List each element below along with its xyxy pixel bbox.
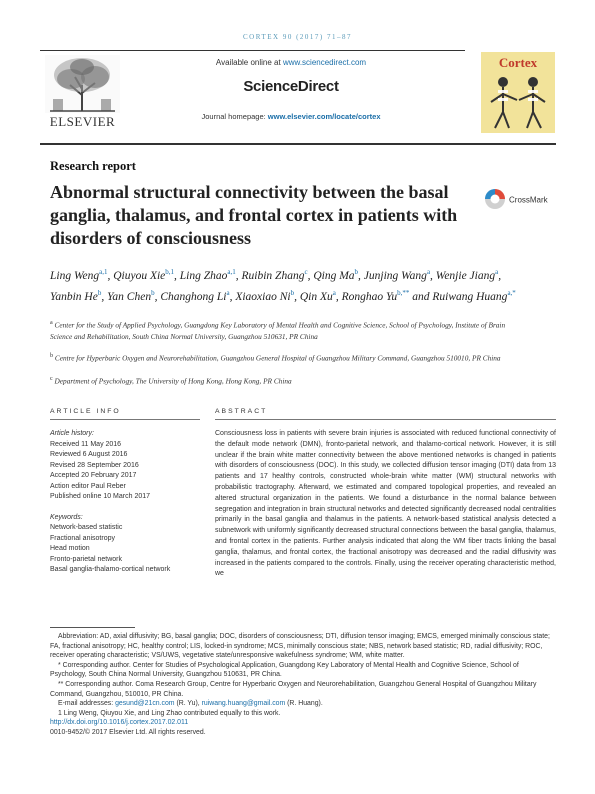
article-info-rule (50, 419, 200, 420)
email-prefix: E-mail addresses: (58, 700, 116, 708)
abstract-text: Consciousness loss in patients with severe brain injuries is associated with reduced functional connectivity of the default mode network (DMN), fronto-parietal network, and thalamo-cortical network. However, it is still unclear if the brain white matter connectivity between the above mentioned networks is changed in patients with disorders of consciousness (DOC). In this study, we collected diffusion tensor imaging (DTI) data from 13 patients and 17 healthy controls, constructed whole-brain white matter (WM) structural networks with probabilistic tractography. Afterward, we estimated and compared topological properties, and revealed an altered structural organization in the patients. We found a disturbance in the normal balance between segregation and integration in brain structural networks and detected significantly decreased nodal centralities primarily in the basal ganglia and thalamus in the patients. A network-based statistical analysis detected a subnetwork with uniformly significantly decreased structural connections between the basal ganglia, thalamus, and frontal cortex in the patients. Further analysis indicated that along the WM fiber tracts linking the basal ganglia, thalamus, and frontal cortex, the fractional anisotropy was decreased and the radial diffusivity was increased in the patients compared to the controls. Finally, using the receiver operating characteristic method, we (215, 430, 556, 578)
email-link-huang[interactable]: ruiwang.huang@gmail.com (201, 700, 286, 708)
affiliation-text: Center for the Study of Applied Psychology, Guangdong Key Laboratory of Mental Health and Cognitive Science, School of Psychology, Institute of Brain Science and Rehabilitation, South China Normal University, Guangzhou 510631, PR China (50, 320, 506, 341)
history-entry: Published online 10 March 2017 (50, 493, 151, 500)
keyword: Fronto-parietal network (50, 555, 122, 563)
email-link-yu[interactable]: gesund@21cn.com (115, 700, 175, 708)
author-name: Ling Weng (50, 269, 100, 282)
elsevier-tree-logo (45, 55, 120, 113)
footnote-rule (50, 627, 135, 628)
history-entry: Received 11 May 2016 (50, 440, 122, 448)
affiliation-marker: c (50, 376, 53, 382)
article-type: Research report (50, 159, 136, 173)
history-entry: Action editor Paul Reber (50, 482, 126, 490)
author-affiliation-marker[interactable]: b (97, 289, 102, 298)
author-affiliation-marker[interactable]: b,** (397, 289, 410, 298)
history-entry: Accepted 20 February 2017 (50, 472, 137, 479)
author-name: Junjing Wang (363, 269, 427, 282)
article-title: Abnormal structural connectivity between the basal ganglia, thalamus, and frontal cortex in patients with disorders of consciousness (50, 182, 458, 248)
author-affiliation-marker[interactable]: b,1 (165, 268, 175, 276)
abbreviation-footnote: Abbreviation: AD, axial diffusivity; BG, basal ganglia; DOC, disorders of consciousness; DTI, diffusion tensor imaging; EMCS, emerged minimally conscious state; FA, fractional anisotropy; HC, healthy control; LIS, locked-in syndrome; MCS, minimally conscious state; NBS, network based statistic; RD, radial diffusivity; ROC, receiver operating characteristic; VS/UWS, vegetative state/unresponsive wakefulness syndrome; WM, white matter. (50, 633, 550, 660)
history-entry: Reviewed 6 August 2016 (50, 451, 128, 458)
sciencedirect-link[interactable]: www.sciencedirect.com (282, 58, 367, 67)
homepage-prefix: Journal homepage: (201, 112, 268, 121)
affiliation-c (50, 374, 510, 387)
abstract-heading: ABSTRACT (215, 408, 268, 415)
affiliation-a (50, 318, 510, 342)
author-affiliation-marker[interactable]: b (290, 289, 295, 298)
history-entry: Revised 28 September 2016 (50, 461, 139, 469)
publisher-name: ELSEVIER (49, 114, 116, 129)
author-name: Yanbin He (50, 291, 98, 304)
author-conjunction: and (412, 291, 430, 304)
author-list: Ling Weng$^{a,1}$, Qiuyou Xie$^{b,1}$, Ling Zhao$^{a,1}$, Ruibin Zhang$^c$, Qing Ma$^b$, Junjing Wang$^a$, Wenjie Jiang$^a$, Yanbin He$^b$, Yan Chen$^b$, Changhong Li$^a$, Xiaoxiao Ni$^b$, Qin Xu$^a$, Ronghao $Yu^{b,**}$ and Ruiwang Huang$^{a,*}$ (50, 268, 516, 304)
keyword: Head motion (50, 545, 90, 552)
keywords-label: Keywords: (50, 513, 83, 521)
history-label: Article history: (50, 430, 94, 437)
affiliation-text: Centre for Hyperbaric Oxygen and Neurorehabilitation, Guangzhou General Hospital of Guangzhou Military Command, Guangzhou 510010, PR China (54, 353, 501, 363)
journal-cover-image (481, 52, 555, 133)
author-name: Wenjie Jiang (435, 269, 496, 282)
author-name: Qin Xu (299, 291, 333, 304)
crossmark-badge[interactable] (484, 188, 556, 210)
corresponding-author-2: ** Corresponding author. Coma Research Group, Centre for Hyperbaric Oxygen and Neurorehabilitation, Guangzhou General Hospital of Guangzhou Military Command, Guangzhou, 510010, PR China. (50, 680, 537, 698)
author-name: Xiaoxiao Ni (235, 291, 291, 304)
journal-homepage-line (130, 112, 452, 121)
corresponding-author-1: * Corresponding author. Center for Studies of Psychological Application, Guangdong Key Laboratory of Mental Health and Cognitive Science, School of Psychology, South China Normal University, Guangzhou 510631, PR China. (50, 661, 519, 679)
email-owner-huang: (R. Huang). (285, 700, 323, 708)
masthead-rule (40, 143, 556, 145)
copyright-line: 0010-9452/© 2017 Elsevier Ltd. All rights reserved. (50, 728, 206, 736)
article-info-heading: ARTICLE INFO (50, 408, 121, 415)
affiliation-text: Department of Psychology, The University of Hong Kong, Hong Kong, PR China (54, 376, 292, 386)
header-rule (40, 50, 465, 51)
author-name: Qing Ma (313, 269, 355, 282)
article-info (50, 429, 205, 576)
running-head: CORTEX 90 (2017) 71–87 (243, 33, 352, 41)
keyword: Fractional anisotropy (50, 534, 115, 542)
history-list (50, 440, 205, 503)
author-affiliation-marker[interactable]: b (151, 289, 155, 298)
affiliation-marker: b (50, 353, 54, 359)
author-affiliation-marker[interactable]: b (354, 268, 359, 276)
author-affiliation-marker[interactable]: a (226, 289, 230, 298)
email-owner-yu: (R. Yu), (174, 700, 202, 708)
author-name: Changhong Li (160, 291, 227, 304)
author-affiliation-marker[interactable]: a (332, 289, 336, 298)
affiliation-b (50, 351, 510, 364)
sciencedirect-brand: ScienceDirect (243, 78, 339, 95)
keyword: Network-based statistic (50, 524, 123, 531)
doi-link[interactable]: http://dx.doi.org/10.1016/j.cortex.2017.02.011 (50, 719, 189, 727)
author-affiliation-marker[interactable]: a (426, 268, 431, 276)
keyword-list (50, 523, 205, 576)
availability-prefix: Available online at (215, 58, 283, 67)
author-name: Ruiwang Huang (432, 291, 508, 304)
author-name: Ling Zhao (179, 269, 228, 282)
author-affiliation-marker[interactable]: a,1 (227, 268, 236, 276)
author-name: Yan Chen (107, 291, 152, 304)
journal-homepage-link[interactable]: www.elsevier.com/locate/cortex (267, 112, 381, 121)
email-addresses (50, 699, 556, 709)
cover-title: Cortex (498, 55, 538, 70)
crossmark-label: CrossMark (509, 195, 548, 205)
keyword: Basal ganglia-thalamo-cortical network (50, 566, 171, 573)
author-affiliation-marker[interactable]: a,1 (99, 268, 108, 276)
affiliation-marker: a (50, 320, 53, 326)
author-affiliation-marker[interactable]: a (495, 268, 499, 276)
footnotes (50, 632, 556, 738)
author-name: Ruibin Zhang (241, 269, 305, 282)
author-affiliation-marker[interactable]: c (304, 268, 308, 276)
author-name: Ronghao Yu (341, 291, 398, 304)
availability-line (130, 58, 452, 67)
author-name: Qiuyou Xie (113, 269, 166, 282)
abstract-rule (215, 419, 556, 420)
author-affiliation-marker[interactable]: a,* (507, 289, 516, 298)
equal-contribution-note: 1 Ling Weng, Qiuyou Xie, and Ling Zhao contributed equally to this work. (58, 709, 281, 717)
